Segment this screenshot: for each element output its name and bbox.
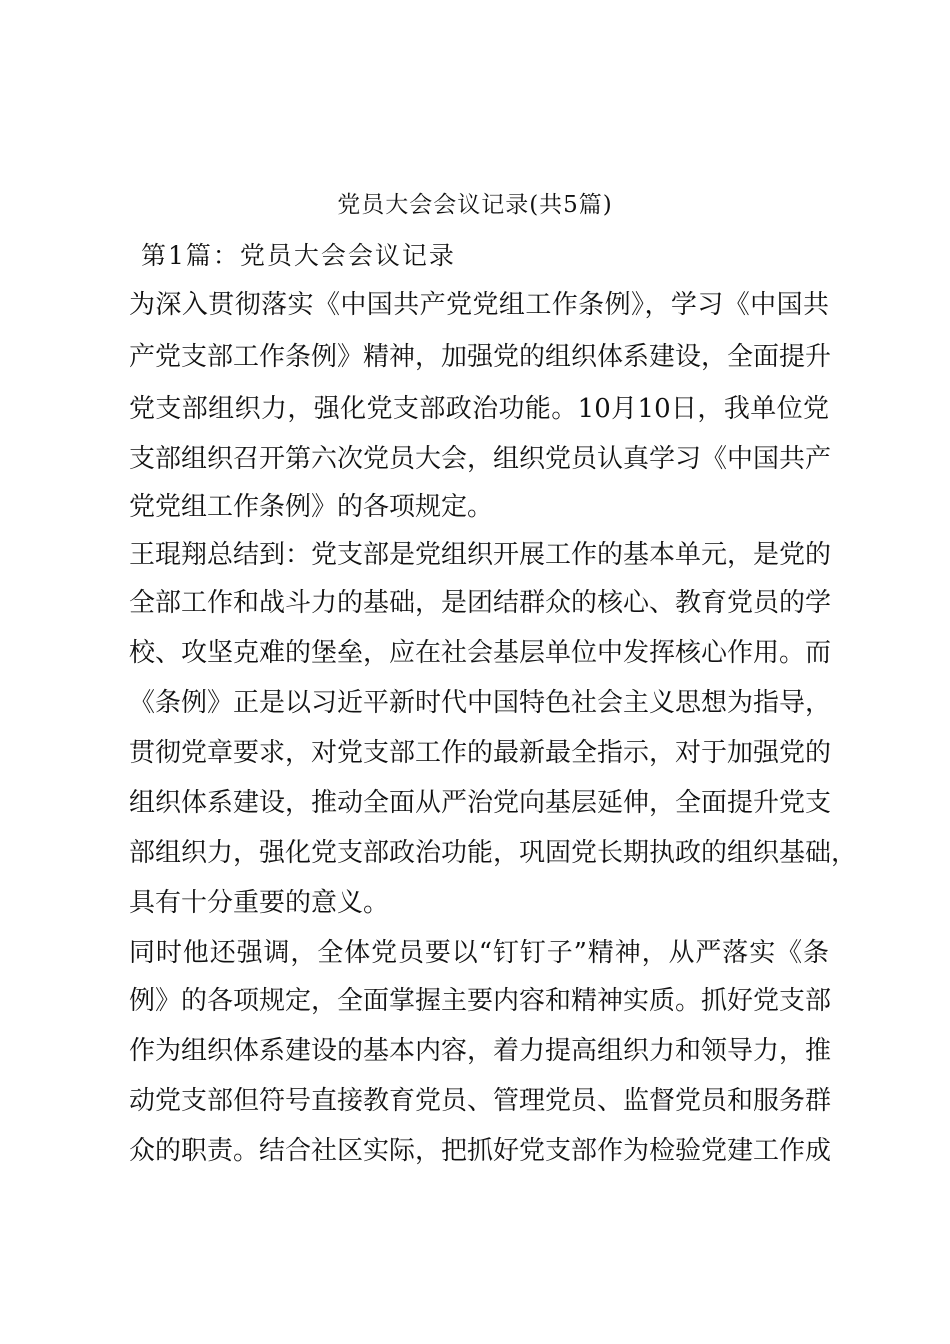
- paragraph-line: 部组织力，强化党支部政治功能，巩固党长期执政的组织基础，: [129, 838, 858, 868]
- paragraph-line: 王琨翔总结到：党支部是党组织开展工作的基本单元，是党的: [129, 540, 832, 570]
- paragraph-line: 党支部组织力，强化党支部政治功能。10月10日，我单位党: [129, 394, 829, 424]
- paragraph-line: 组织体系建设，推动全面从严治党向基层延伸，全面提升党支: [129, 788, 832, 818]
- paragraph-line: 同时他还强调，全体党员要以“钉钉子”精神，从严落实《条: [129, 938, 829, 968]
- paragraph-line: 具有十分重要的意义。: [129, 888, 390, 918]
- paragraph-line: 为深入贯彻落实《中国共产党党组工作条例》，学习《中国共: [129, 290, 829, 320]
- section-heading: 第1篇：党员大会会议记录: [141, 241, 456, 270]
- paragraph-line: 作为组织体系建设的基本内容，着力提高组织力和领导力，推: [129, 1036, 832, 1066]
- paragraph-line: 校、攻坚克难的堡垒，应在社会基层单位中发挥核心作用。而: [129, 638, 832, 668]
- paragraph-line: 例》的各项规定，全面掌握主要内容和精神实质。抓好党支部: [129, 986, 832, 1016]
- paragraph-line: 众的职责。结合社区实际，把抓好党支部作为检验党建工作成: [129, 1136, 832, 1166]
- paragraph-line: 党党组工作条例》的各项规定。: [129, 492, 494, 522]
- paragraph-line: 《条例》正是以习近平新时代中国特色社会主义思想为指导，: [129, 688, 832, 718]
- document-title: 党员大会会议记录(共5篇): [337, 192, 613, 218]
- paragraph-line: 全部工作和战斗力的基础，是团结群众的核心、教育党员的学: [129, 588, 832, 618]
- paragraph-line: 支部组织召开第六次党员大会，组织党员认真学习《中国共产: [129, 444, 832, 474]
- paragraph-line: 动党支部但符号直接教育党员、管理党员、监督党员和服务群: [129, 1086, 832, 1116]
- paragraph-line: 产党支部工作条例》精神，加强党的组织体系建设，全面提升: [129, 342, 832, 372]
- paragraph-line: 贯彻党章要求，对党支部工作的最新最全指示，对于加强党的: [129, 738, 832, 768]
